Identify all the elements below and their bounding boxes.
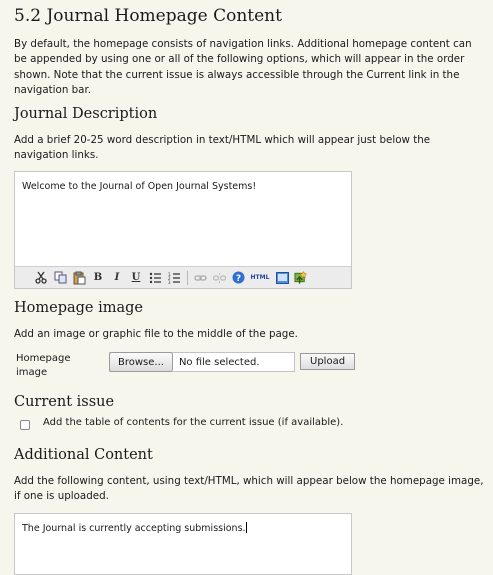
current-issue-heading: Current issue <box>14 394 115 410</box>
additional-content-text[interactable]: The Journal is currently accepting submissions. <box>22 523 246 534</box>
additional-content-heading: Additional Content <box>14 447 153 463</box>
cut-icon[interactable] <box>34 270 48 286</box>
help-icon[interactable] <box>231 270 245 286</box>
upload-image-icon[interactable] <box>294 270 308 286</box>
homepage-image-heading: Homepage image <box>14 300 143 316</box>
section-title: 5.2 Journal Homepage Content <box>14 6 282 26</box>
svg-text:2: 2 <box>168 275 171 281</box>
italic-icon[interactable]: I <box>114 272 120 283</box>
journal-description-editor[interactable] <box>14 171 352 289</box>
additional-content-editor[interactable] <box>14 513 352 575</box>
numbered-list-icon[interactable] <box>167 270 181 286</box>
browse-button[interactable]: Browse... <box>109 352 173 372</box>
link-icon[interactable] <box>193 270 207 286</box>
text-cursor <box>246 522 247 533</box>
html-icon[interactable]: HTML <box>250 274 270 281</box>
image-icon[interactable] <box>275 270 289 286</box>
file-status: No file selected. <box>178 356 260 368</box>
homepage-image-help: Add an image or graphic file to the middle of the page. <box>14 328 298 340</box>
additional-content-help: Add the following content, using text/HTML, which will appear below the homepage image, if one is uploaded. <box>14 475 484 503</box>
copy-icon[interactable] <box>53 270 67 286</box>
svg-text:3: 3 <box>168 279 171 284</box>
upload-button[interactable]: Upload <box>300 353 355 370</box>
svg-text:1: 1 <box>168 271 171 277</box>
toolbar-separator <box>187 271 188 285</box>
svg-text:?: ? <box>235 274 241 284</box>
current-issue-checkbox[interactable] <box>20 420 30 430</box>
current-issue-checkbox-label[interactable]: Add the table of contents for the current issue (if available). <box>43 417 344 428</box>
homepage-image-label: Homepage image <box>16 353 71 378</box>
editor-toolbar <box>15 266 351 288</box>
homepage-image-file-input[interactable] <box>109 352 295 372</box>
underline-icon[interactable]: U <box>131 272 141 283</box>
paste-icon[interactable] <box>72 270 86 286</box>
journal-description-text[interactable]: Welcome to the Journal of Open Journal Systems! <box>22 181 257 192</box>
intro-text: By default, the homepage consists of navigation links. Additional homepage content can be appended by using one or all of the following options, which will appear in the order shown. Note that the current issue is always accessible through the Current link in the navigation bar. <box>14 38 472 96</box>
additional-content-text-wrap[interactable] <box>15 514 351 543</box>
journal-description-heading: Journal Description <box>14 106 158 122</box>
bold-icon[interactable]: B <box>93 272 103 283</box>
journal-description-help: Add a brief 20-25 word description in text/HTML which will appear just below the navigation links. <box>14 134 431 162</box>
bullet-list-icon[interactable] <box>148 270 162 286</box>
unlink-icon[interactable] <box>212 270 226 286</box>
